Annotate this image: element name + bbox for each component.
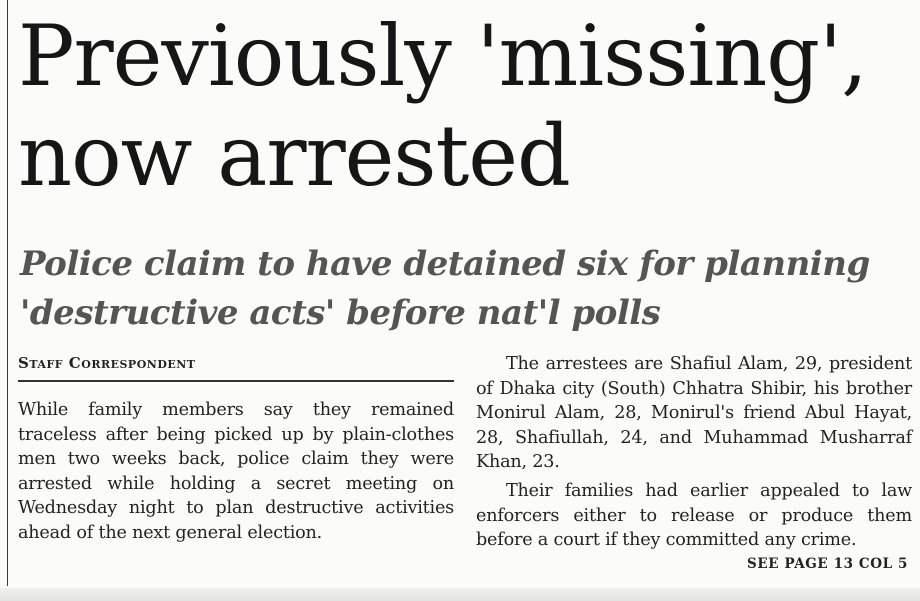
headline-line-1: Previously 'missing', — [18, 7, 867, 105]
continuation-reference: SEE PAGE 13 COL 5 — [747, 555, 908, 572]
headline-line-2: now arrested — [18, 107, 570, 205]
article-paragraph-2: The arrestees are Shafiul Alam, 29, president of Dhaka city (South) Chhatra Shibir, his brother Monirul Alam, 28, Monirul's friend Abul Hayat, 28, Shafiullah, 24, and Muhammad Musharraf Khan, 23. — [476, 354, 912, 473]
byline: Staff Correspondent — [18, 352, 454, 382]
subheadline-line-1: Police claim to have detained six for planning — [20, 244, 870, 284]
article-paragraph-3: Their families had earlier appealed to law enforcers either to release or produce them before a court if they committed any crime. — [476, 480, 912, 551]
subheadline-line-2: 'destructive acts' before nat'l polls — [20, 293, 661, 333]
headline — [18, 6, 913, 206]
article-column-right — [476, 352, 912, 572]
column-rule — [7, 0, 8, 586]
article-column-left — [18, 352, 454, 546]
page-bottom-edge — [0, 588, 920, 601]
article-paragraph-1: While family members say they remained traceless after being picked up by plain-clothes men two weeks back, police claim they were arrested while holding a secret meeting on Wednesday night to plan destructive activities ahead of the next general election. — [18, 400, 454, 543]
subheadline — [20, 240, 910, 338]
